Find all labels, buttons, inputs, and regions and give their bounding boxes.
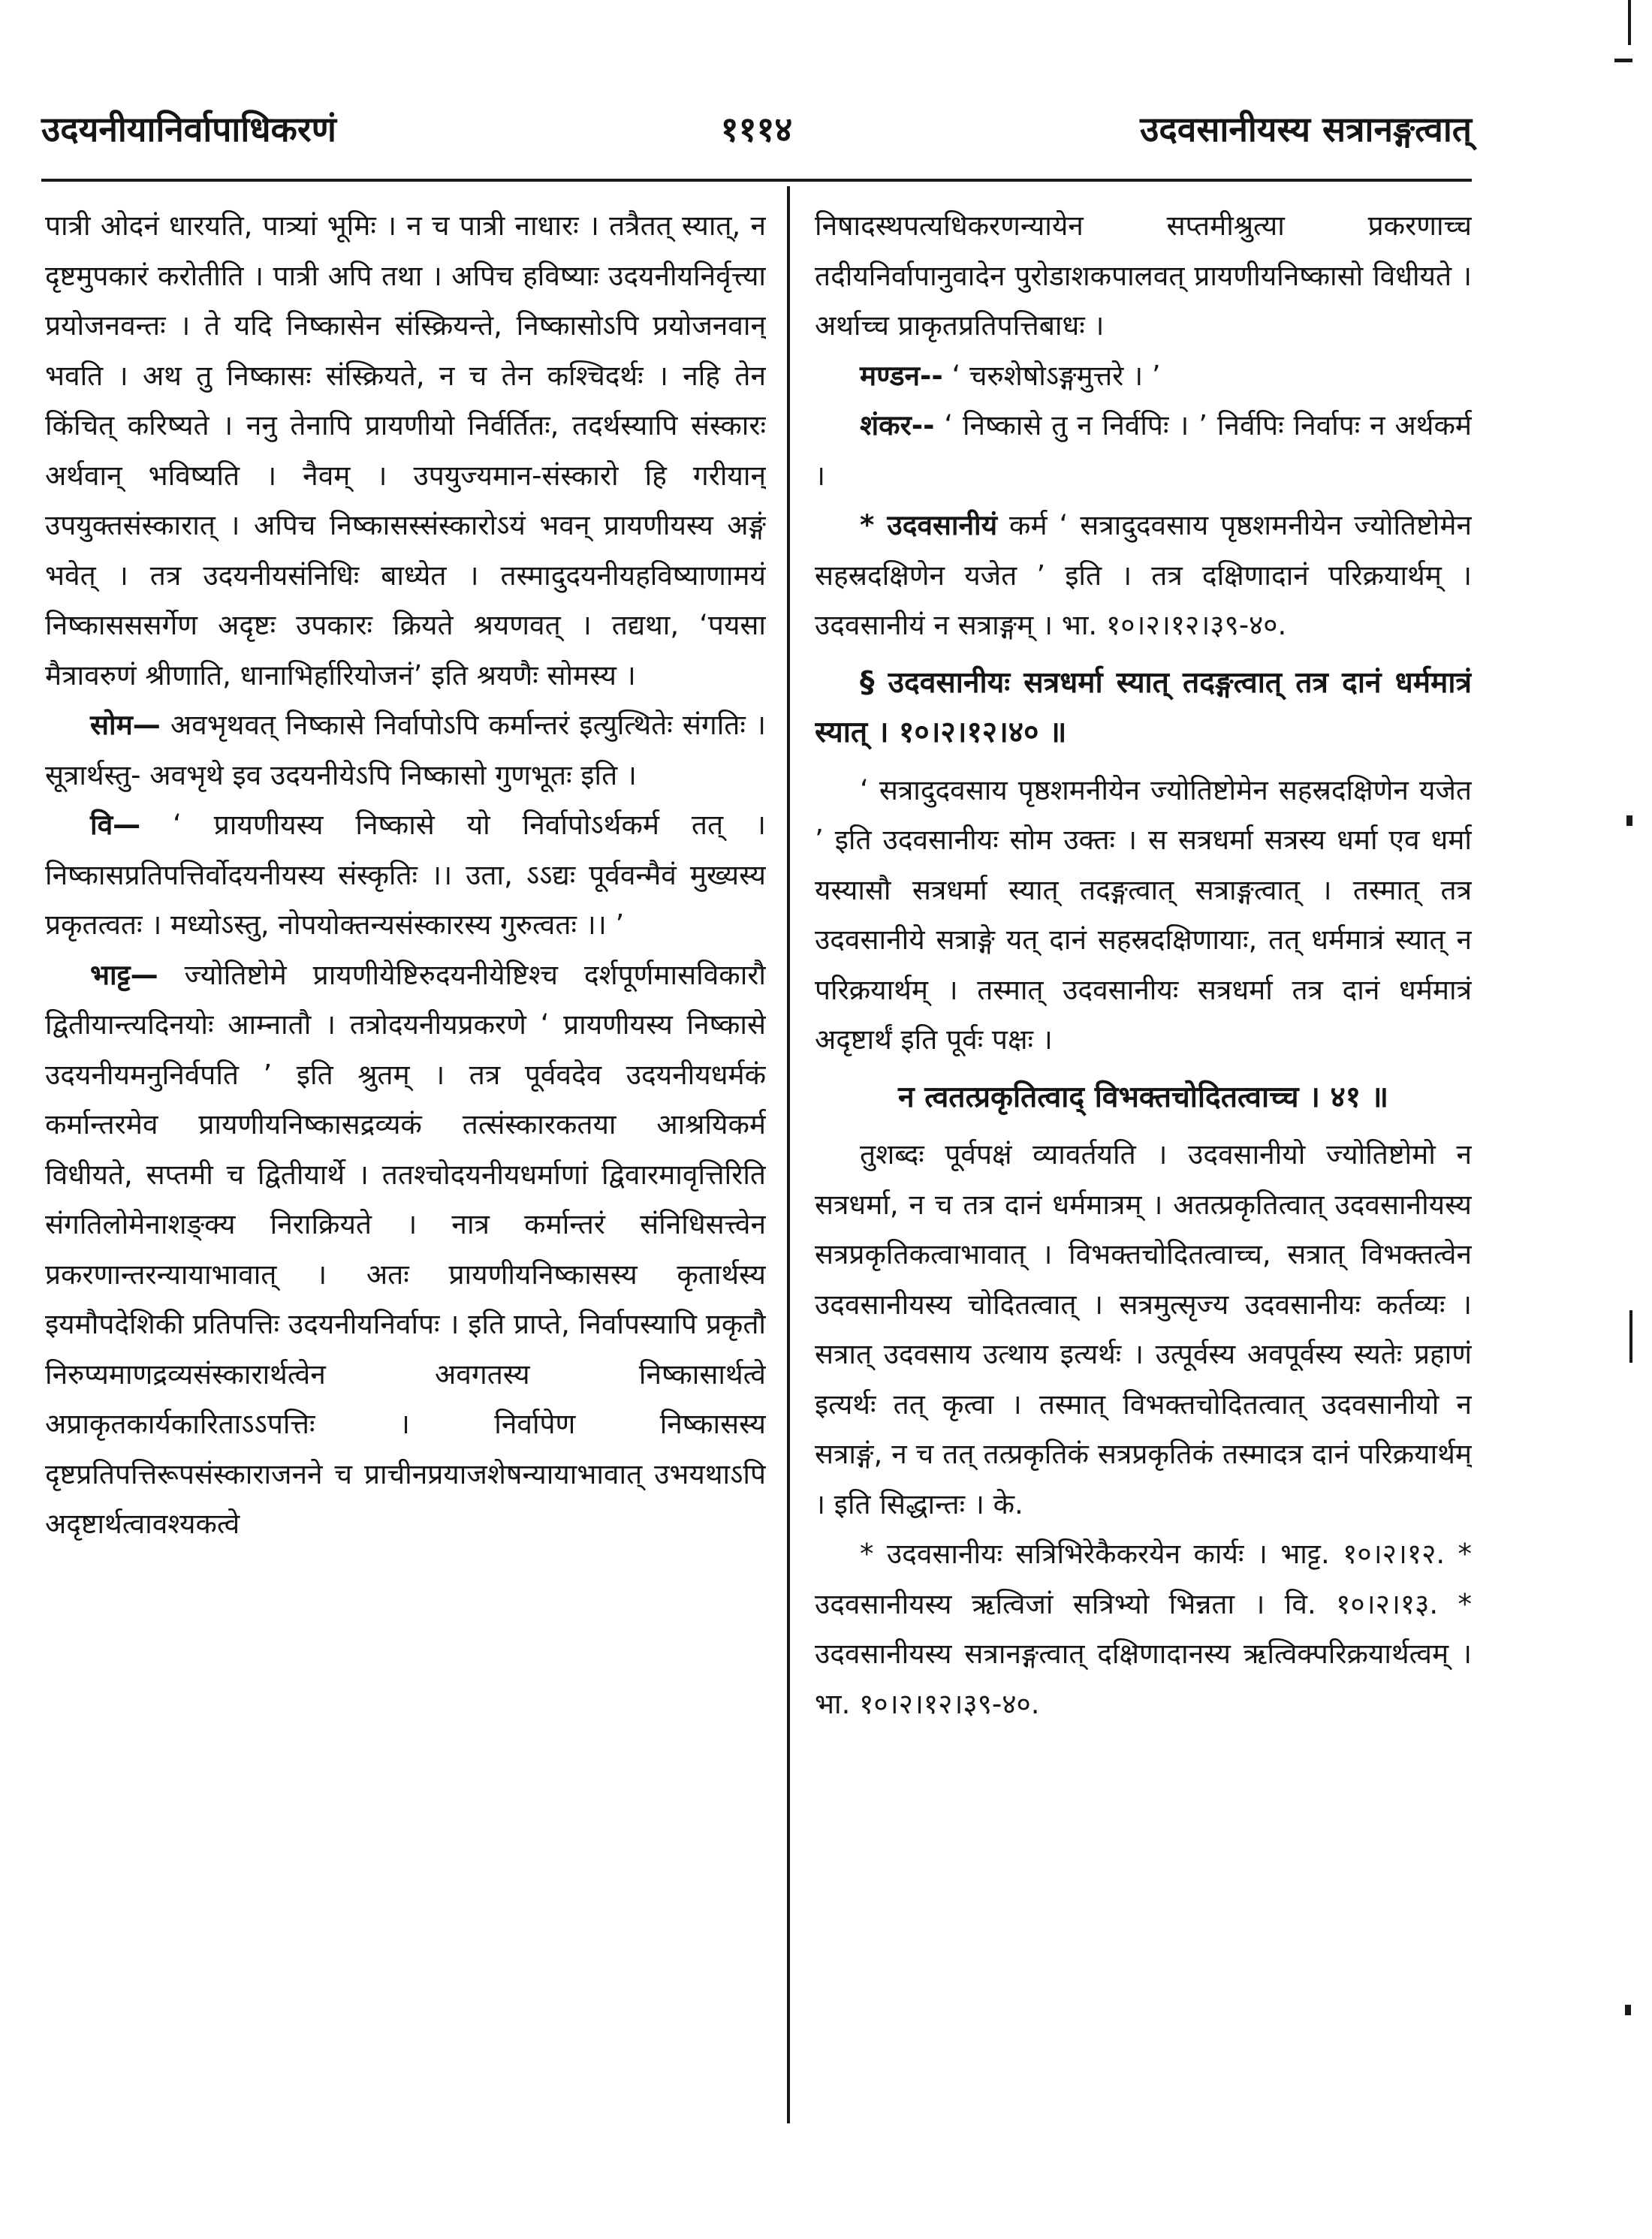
section-head: भाट्ट— (90, 958, 158, 991)
scan-edge-mark (1625, 2005, 1631, 2015)
section-head: मण्डन-- (860, 359, 943, 392)
scan-edge-mark (1628, 0, 1631, 45)
scan-edge-mark (1629, 1310, 1632, 1363)
paragraph-text: कर्म ‘ सत्रादुदवसाय पृष्ठशमनीयेन ज्योतिष्टोमेन सहस्रदक्षिणेन यजेत ’ इति । तत्र दक्षिणादानं परिक्रयार्थम् । उदवसानीयं न सत्राङ्गम् । भा. १०।२।१२।३९-४०. (815, 509, 1472, 641)
sutra-1: § उदवसानीयः सत्रधर्मा स्यात् तदङ्गत्वात् तत्र दानं धर्ममात्रं स्यात् । १०।२।१२।४० ॥ (815, 665, 1472, 749)
paragraph-text: ज्योतिष्टोमे प्रायणीयेष्टिरुदयनीयेष्टिश्च दर्शपूर्णमासविकारौ द्वितीयान्त्यदिनयोः आम्नातौ । तत्रोदयनीयप्रकरणे ‘ प्रायणीयस्य निष्कासे उदयनीयमनुनिर्वपति ’ इति श्रुतम् । तत्र पूर्ववदेव उदयनीयधर्मकं कर्मान्तरमेव प्रायणीयनिष्कासद्रव्यकं तत्संस्कारकतया आश्रयिकर्म विधीयते, सप्तमी च द्वितीयार्थे । ततश्चोदयनीयधर्माणां द्विवारमावृत्तिरिति संगतिलोमेनाशङ्क्य निराक्रियते । नात्र कर्मान्तरं संनिधिसत्त्वेन प्रकरणान्तरन्यायाभावात् । अतः प्रायणीयनिष्कासस्य कृतार्थस्य इयमौपदेशिकी प्रतिपत्तिः उदयनीयनिर्वापः । इति प्राप्ते, निर्वापस्यापि प्रकृतौ निरुप्यमाणद्रव्यसंस्कारार्थत्वेन अवगतस्य निष्कासार्थत्वे अप्राकृतकार्यकारिताऽऽपत्तिः । निर्वापेण निष्कासस्य दृष्टप्रतिपत्तिरूपसंस्काराजनने च प्राचीनप्रयाजशेषन्यायाभावात् उभयथाऽपि अदृष्टार्थत्वावश्यकत्वे (45, 958, 766, 1540)
section-head: सोम— (90, 709, 161, 741)
section-head: वि— (90, 809, 141, 841)
page-number: १११४ (720, 109, 793, 149)
left-column (45, 201, 766, 2123)
header-rule (41, 179, 1472, 182)
paragraph (45, 951, 766, 1550)
paragraph-text: अवभृथवत् निष्कासे निर्वापोऽपि कर्मान्तरं इत्युत्थितेः संगतिः । सूत्रार्थस्तु- अवभृथे इव उदयनीयेऽपि निष्कासो गुणभूतः इति । (45, 709, 766, 791)
paragraph (45, 701, 766, 800)
column-divider (787, 186, 790, 2123)
paragraph-text: ‘ चरुशेषोऽङ्गमुत्तरे । ’ (942, 359, 1161, 392)
paragraph (815, 401, 1472, 501)
footnote-paragraph: * उदवसानीयः सत्रिभिरेकैकरयेन कार्यः । भाट्ट. १०।२।१२. * उदवसानीयस्य ऋत्विजां सत्रिभ्यो भिन्नता । वि. १०।२।१३. * उदवसानीयस्य सत्रानङ्गत्वात् दक्षिणादानस्य ऋत्विक्परिक्रयार्थत्वम् । भा. १०।२।१२।३९-४०. (815, 1538, 1472, 1720)
paragraph: पात्री ओदनं धारयति, पात्र्यां भूमिः । न च पात्री नाधारः । तत्रैतत् स्यात्, न दृष्टमुपकारं करोतीति । पात्री अपि तथा । अपिच हविष्याः उदयनीयनिर्वृत्त्या प्रयोजनवन्तः । ते यदि निष्कासेन संस्क्रियन्ते, निष्कासोऽपि प्रयोजनवान् भवति । अथ तु निष्कासः संस्क्रियते, न च तेन कश्चिदर्थः । नहि तेन किंचित् करिष्यते । ननु तेनापि प्रायणीयो निर्वर्तितः, तदर्थस्यापि संस्कारः अर्थवान् भविष्यति । नैवम् । उपयुज्यमान-संस्कारो हि गरीयान् उपयुक्तसंस्कारात् । अपिच निष्कासस्संस्कारोऽयं भवन् प्रायणीयस्य अङ्गं भवेत् । तत्र उदयनीयसंनिधिः बाध्येत । तस्मादुदयनीयहविष्याणामयं निष्कासससर्गेण अदृष्टः उपकारः क्रियते श्रयणवत् । तद्यथा, ‘पयसा मैत्रावरुणं श्रीणाति, धानाभिर्हारियोजनं’ इति श्रयणैः सोमस्य । (45, 209, 766, 692)
page-header (41, 105, 1472, 173)
paragraph (45, 800, 766, 951)
paragraph-text: ‘ निष्कासे तु न निर्वपिः । ’ निर्वपिः निर्वापः न अर्थकर्म । (815, 409, 1472, 492)
paragraph: निषादस्थपत्यधिकरणन्यायेन सप्तमीश्रुत्या प्रकरणाच्च तदीयनिर्वापानुवादेन पुरोडाशकपालवत् प्रायणीयनिष्कासो विधीयते । अर्थाच्च प्राकृतप्रतिपत्तिबाधः । (815, 209, 1472, 342)
paragraph (815, 351, 1472, 402)
paragraph (815, 501, 1472, 651)
section-head: शंकर-- (860, 409, 935, 441)
sutra-2: न त्वतत्प्रकृतित्वाद् विभक्तचोदितत्वाच्च । ४१ ॥ (898, 1080, 1388, 1114)
paragraph: ‘ सत्रादुदवसाय पृष्ठशमनीयेन ज्योतिष्टोमेन सहस्रदक्षिणेन यजेत ’ इति उदवसानीयः सोम उक्तः । स सत्रधर्मा सत्रस्य धर्मा एव धर्मा यस्यासौ सत्रधर्मा स्यात् तदङ्गत्वात् सत्राङ्गत्वात् । तस्मात् तत्र उदवसानीये सत्राङ्गे यत् दानं सहस्रदक्षिणायाः, तत् धर्ममात्रं स्यात् न परिक्रयार्थम् । तस्मात् उदवसानीयः सत्रधर्मा तत्र दानं धर्ममात्रं अदृष्टार्थं इति पूर्वः पक्षः । (815, 773, 1472, 1056)
scan-edge-mark (1614, 59, 1632, 62)
running-head-left: उदयनीयानिर्वापाधिकरणं (41, 109, 336, 149)
paragraph-text: ‘ प्रायणीयस्य निष्कासे यो निर्वापोऽर्थकर्म तत् । निष्कासप्रतिपत्तिर्वोदयनीयस्य संस्कृतिः ।। उता, ऽऽद्यः पूर्ववन्मैवं मुख्यस्य प्रकृतत्वतः । मध्योऽस्तु, नोपयोक्तन्यसंस्कारस्य गुरुत्वतः ।। ’ (45, 809, 766, 941)
section-head: * उदवसानीयं (860, 509, 998, 541)
scan-edge-mark (1626, 815, 1632, 826)
running-head-right: उदवसानीयस्य सत्रानङ्गत्वात् (1140, 109, 1472, 149)
paragraph: तुशब्दः पूर्वपक्षं व्यावर्तयति । उदवसानीयो ज्योतिष्टोमो न सत्रधर्मा, न च तत्र दानं धर्ममात्रम् । अतत्प्रकृतित्वात् उदवसानीयस्य सत्रप्रकृतिकत्वाभावात् । विभक्तचोदितत्वाच्च, सत्रात् विभक्तत्वेन उदवसानीयस्य चोदितत्वात् । सत्रमुत्सृज्य उदवसानीयः कर्तव्यः । सत्रात् उदवसाय उत्थाय इत्यर्थः । उत्पूर्वस्य अवपूर्वस्य स्यतेः प्रहाणं इत्यर्थः तत् कृत्वा । तस्मात् विभक्तचोदितत्वात् उदवसानीयो न सत्राङ्गं, न च तत् तत्प्रकृतिकं सत्रप्रकृतिकं तस्मादत्र दानं परिक्रयार्थम् । इति सिद्धान्तः । के. (815, 1138, 1472, 1520)
right-column (815, 201, 1472, 2123)
